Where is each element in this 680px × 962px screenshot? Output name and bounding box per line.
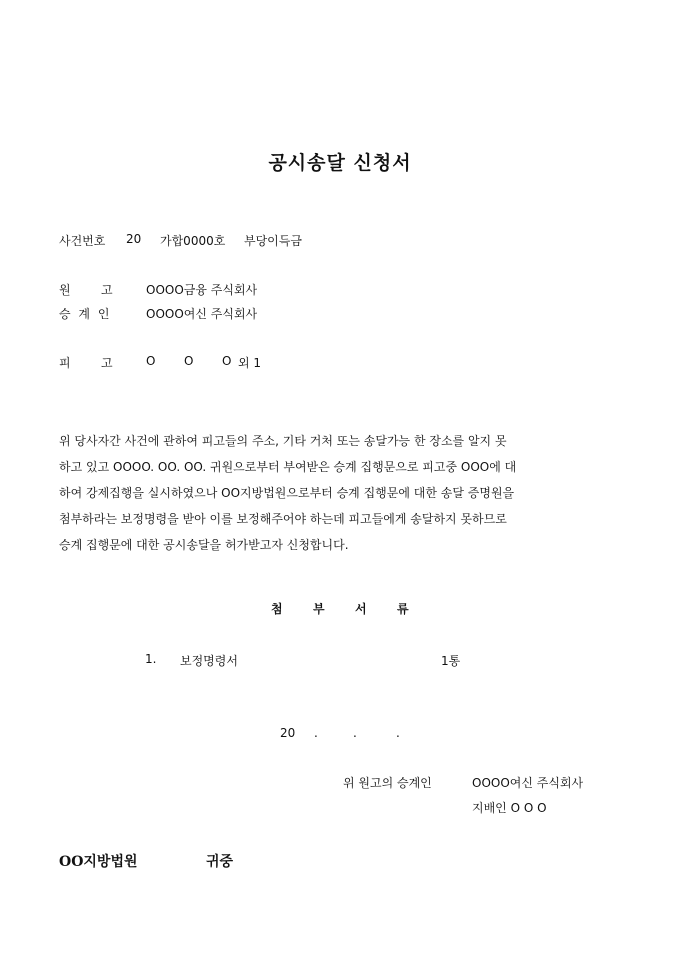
- date-dot-1: .: [314, 726, 318, 740]
- defendant-label-1: 피: [59, 356, 71, 370]
- successor-name: OOOO여신 주식회사: [146, 307, 258, 321]
- defendant-suffix: 외 1: [238, 356, 262, 370]
- defendant-name-2: O: [184, 354, 194, 368]
- successor-label: 승 계 인: [59, 307, 112, 321]
- attachment-name: 보정명령서: [180, 654, 238, 668]
- defendant-name-1: O: [146, 354, 156, 368]
- date-dot-2: .: [353, 726, 357, 740]
- attachments-heading-char-1: 첨: [271, 602, 283, 616]
- attachments-heading-char-3: 서: [355, 602, 367, 616]
- attachment-number: 1.: [145, 652, 157, 666]
- plaintiff-label-2: 고: [101, 283, 113, 297]
- plaintiff-name: OOOO금융 주식회사: [146, 283, 258, 297]
- case-number: 가합0000호: [160, 234, 226, 248]
- court-honorific: 귀중: [206, 854, 234, 870]
- attachments-heading-char-2: 부: [313, 602, 325, 616]
- case-name: 부당이득금: [244, 234, 302, 248]
- attachments-heading-char-4: 류: [397, 602, 409, 616]
- plaintiff-label-1: 원: [59, 283, 71, 297]
- body-line: 하고 있고 OOOO. OO. OO. 귀원으로부터 부여받은 승계 집행문으로 피고중 OOO에 대: [59, 460, 517, 474]
- date-dot-3: .: [396, 726, 400, 740]
- body-line: 승계 집행문에 대한 공시송달을 허가받고자 신청합니다.: [59, 538, 349, 552]
- date-year: 20: [280, 726, 296, 740]
- document-title: 공시송달 신청서: [268, 152, 412, 174]
- defendant-label-2: 고: [101, 356, 113, 370]
- case-year: 20: [126, 232, 142, 246]
- body-line: 위 당사자간 사건에 관하여 피고들의 주소, 기타 거처 또는 송달가능 한 장소를 알지 못: [59, 434, 507, 448]
- signature-manager: 지배인 O O O: [472, 801, 547, 815]
- body-line: 첨부하라는 보정명령을 받아 이를 보정해주어야 하는데 피고들에게 송달하지 못하므로: [59, 512, 507, 526]
- attachment-count: 1통: [441, 654, 461, 668]
- defendant-name-3: O: [222, 354, 232, 368]
- signature-role: 위 원고의 승계인: [343, 776, 432, 790]
- court-name: OO지방법원: [59, 854, 138, 870]
- body-line: 하여 강제집행을 실시하였으나 OO지방법원으로부터 승계 집행문에 대한 송달 증명원을: [59, 486, 515, 500]
- signature-company: OOOO여신 주식회사: [472, 776, 584, 790]
- case-label: 사건번호: [59, 234, 106, 248]
- application-body: [59, 428, 625, 558]
